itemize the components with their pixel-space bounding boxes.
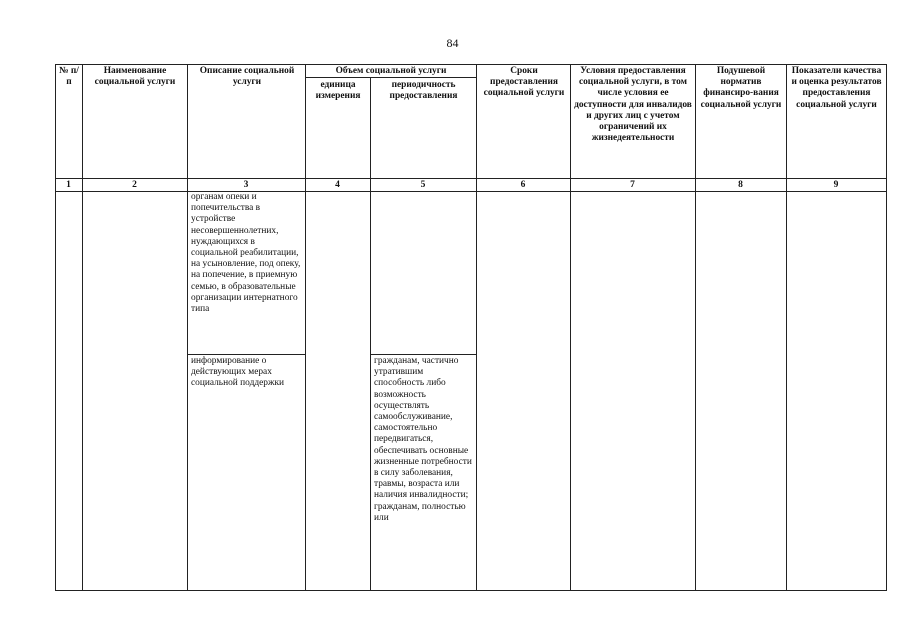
border-col-4-5 bbox=[370, 77, 371, 591]
header-conditions: Условия предоставления социальной услуги, в том числе условия ее доступности для инвалидов и других лиц с учетом ограничений их жизнедеятельности bbox=[574, 66, 692, 144]
border-col-3-4 bbox=[305, 64, 306, 591]
header-bottom-border bbox=[55, 178, 887, 179]
border-col-5-6 bbox=[476, 64, 477, 591]
header-number: № п/п bbox=[59, 66, 79, 88]
column-number: 9 bbox=[833, 180, 839, 190]
header-quality-indicators: Показатели качества и оценка результатов предоставления социальной услуги bbox=[791, 66, 882, 110]
border-col-7-8 bbox=[695, 64, 696, 591]
column-number: 5 bbox=[420, 180, 426, 190]
header-periodicity: периодичность предоставления bbox=[389, 80, 458, 102]
header-financing-norm: Подушевой норматив финансиро-вания социальной услуги bbox=[700, 66, 782, 110]
row-split-border-periodicity bbox=[370, 354, 476, 355]
row-split-border bbox=[187, 354, 305, 355]
border-col-8-9 bbox=[786, 64, 787, 591]
table-top-border bbox=[55, 64, 887, 65]
border-col-6-7 bbox=[570, 64, 571, 591]
border-col-1-2 bbox=[82, 64, 83, 591]
header-terms: Сроки предоставления социальной услуги bbox=[483, 66, 565, 99]
header-service-name: Наименование социальной услуги bbox=[94, 66, 176, 88]
column-number: 8 bbox=[738, 180, 743, 190]
column-number: 4 bbox=[335, 180, 340, 190]
column-number: 6 bbox=[520, 180, 526, 190]
border-col-2-3 bbox=[187, 64, 188, 591]
header-service-volume: Объем социальной услуги bbox=[335, 66, 447, 76]
header-service-description: Описание социальной услуги bbox=[199, 66, 295, 88]
column-number: 3 bbox=[243, 180, 249, 190]
table-bottom-border bbox=[55, 590, 887, 591]
border-left bbox=[55, 64, 56, 591]
column-number: 2 bbox=[132, 180, 137, 190]
page-number: 84 bbox=[446, 36, 459, 50]
description-cell-information: информирование о действующих мерах социальной поддержки bbox=[191, 356, 285, 389]
border-right bbox=[886, 64, 887, 591]
column-number: 1 bbox=[66, 180, 71, 190]
description-cell-guardianship: органам опеки и попечительства в устройстве несовершеннолетних, нуждающихся в социальной реабилитации, на усыновление, под опеку, на попечение, в приемную семью, в образовательные организации интернатного типа bbox=[191, 192, 301, 315]
numbers-row-border bbox=[55, 191, 887, 192]
social-services-table bbox=[55, 64, 887, 591]
column-number: 7 bbox=[630, 180, 635, 190]
header-unit: единица измерения bbox=[315, 80, 361, 102]
periodicity-cell: гражданам, частично утратившим способность либо возможность осуществлять самообслуживание, самостоятельно передвигаться, обеспечивать основные жизненные потребности в силу заболевания, травмы, возраста или наличия инвалидности; гражданам, полностью или bbox=[374, 356, 472, 523]
